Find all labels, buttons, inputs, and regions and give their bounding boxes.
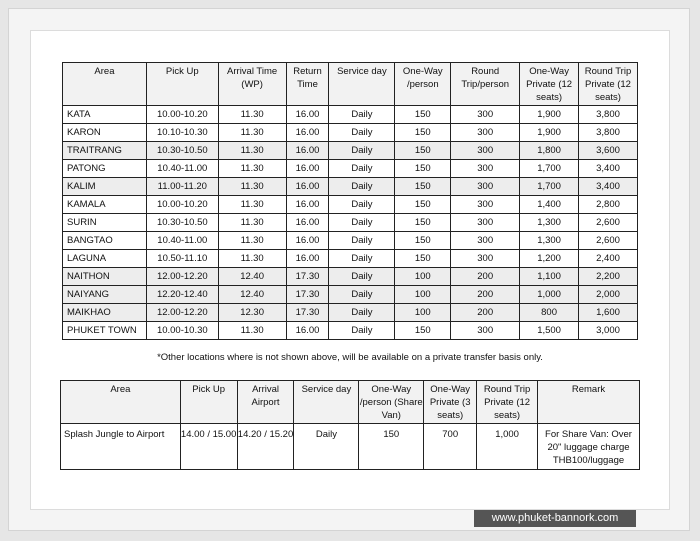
header-one-way-share-van: One-Way /person (Share Van) — [359, 381, 424, 424]
cell-round-trip-private: 2,600 — [579, 232, 638, 250]
header-pick-up: Pick Up — [146, 63, 218, 106]
cell-service-day: Daily — [329, 106, 395, 124]
cell-area: PHUKET TOWN — [63, 322, 147, 340]
cell-arrival-time: 11.30 — [218, 232, 286, 250]
cell-return-time: 16.00 — [286, 142, 329, 160]
cell-area: NAITHON — [63, 268, 147, 286]
table-row — [63, 250, 638, 268]
cell-round-trip-person: 300 — [451, 178, 520, 196]
table-row — [63, 214, 638, 232]
table-row — [63, 124, 638, 142]
cell-one-way-private: 800 — [520, 304, 579, 322]
header-service-day: Service day — [329, 63, 395, 106]
cell-service-day: Daily — [329, 286, 395, 304]
table-row — [63, 196, 638, 214]
cell-return-time: 16.00 — [286, 160, 329, 178]
cell-round-trip-person: 300 — [451, 232, 520, 250]
table-row — [63, 304, 638, 322]
header-return-time: Return Time — [286, 63, 329, 106]
cell-area: KATA — [63, 106, 147, 124]
table-row — [63, 160, 638, 178]
cell-one-way-private: 1,300 — [520, 214, 579, 232]
cell-area: PATONG — [63, 160, 147, 178]
cell-round-trip-person: 300 — [451, 160, 520, 178]
cell-service-day: Daily — [329, 214, 395, 232]
header-one-way-private: One-Way Private (3 seats) — [424, 381, 477, 424]
cell-one-way-person: 150 — [395, 106, 451, 124]
transfer-schedule-table — [62, 62, 638, 340]
cell-one-way-person: 150 — [395, 160, 451, 178]
private-transfer-note: *Other locations where is not shown above, will be available on a private transfer basis only. — [157, 352, 543, 363]
header-one-way-person: One-Way /person — [395, 63, 451, 106]
cell-arrival-time: 11.30 — [218, 124, 286, 142]
cell-one-way-private: 1,300 — [520, 232, 579, 250]
table-row — [61, 424, 640, 470]
cell-round-trip-private: 3,800 — [579, 124, 638, 142]
cell-area: MAIKHAO — [63, 304, 147, 322]
cell-arrival: 14.20 / 15.20 — [237, 424, 294, 470]
cell-service-day: Daily — [329, 268, 395, 286]
cell-round-trip-private: 3,800 — [579, 106, 638, 124]
cell-service-day: Daily — [329, 232, 395, 250]
cell-round-trip-private: 3,600 — [579, 142, 638, 160]
cell-arrival-time: 11.30 — [218, 214, 286, 232]
cell-round-trip-person: 300 — [451, 106, 520, 124]
cell-service-day: Daily — [329, 304, 395, 322]
cell-pick-up: 10.40-11.00 — [146, 232, 218, 250]
cell-round-trip-person: 300 — [451, 322, 520, 340]
cell-pick-up: 10.00-10.20 — [146, 106, 218, 124]
cell-pick-up: 10.00-10.20 — [146, 196, 218, 214]
cell-one-way-private: 1,900 — [520, 106, 579, 124]
cell-pick-up: 10.40-11.00 — [146, 160, 218, 178]
cell-round-trip-private: 3,400 — [579, 178, 638, 196]
cell-area: SURIN — [63, 214, 147, 232]
cell-one-way-private: 700 — [424, 424, 477, 470]
cell-round-trip-person: 200 — [451, 286, 520, 304]
cell-return-time: 16.00 — [286, 196, 329, 214]
cell-one-way-private: 1,000 — [520, 286, 579, 304]
cell-area: KAMALA — [63, 196, 147, 214]
cell-pick-up: 12.00-12.20 — [146, 268, 218, 286]
cell-one-way-person: 150 — [395, 178, 451, 196]
cell-arrival-time: 11.30 — [218, 250, 286, 268]
table-row — [63, 232, 638, 250]
cell-arrival-time: 11.30 — [218, 178, 286, 196]
cell-arrival-time: 11.30 — [218, 160, 286, 178]
cell-round-trip-person: 300 — [451, 214, 520, 232]
cell-one-way-person: 100 — [395, 286, 451, 304]
cell-one-way-private: 1,100 — [520, 268, 579, 286]
cell-return-time: 16.00 — [286, 250, 329, 268]
cell-service-day: Daily — [329, 322, 395, 340]
cell-one-way-person: 150 — [395, 196, 451, 214]
table-row — [63, 142, 638, 160]
cell-round-trip-private: 3,400 — [579, 160, 638, 178]
cell-pick-up: 10.10-10.30 — [146, 124, 218, 142]
cell-service-day: Daily — [329, 196, 395, 214]
cell-one-way-private: 1,700 — [520, 178, 579, 196]
cell-round-trip-private: 1,600 — [579, 304, 638, 322]
header-arrival-airport: Arrival Airport — [237, 381, 294, 424]
header-one-way-private: One-Way Private (12 seats) — [520, 63, 579, 106]
table-row — [63, 106, 638, 124]
cell-remark: For Share Van: Over 20" luggage charge THB100/luggage — [538, 424, 640, 470]
cell-service-day: Daily — [329, 160, 395, 178]
cell-round-trip-person: 300 — [451, 142, 520, 160]
table-row — [63, 268, 638, 286]
header-round-trip-person: Round Trip/person — [451, 63, 520, 106]
cell-area: BANGTAO — [63, 232, 147, 250]
cell-round-trip-private: 1,000 — [477, 424, 538, 470]
cell-arrival-time: 11.30 — [218, 322, 286, 340]
cell-arrival-time: 11.30 — [218, 106, 286, 124]
cell-one-way-person: 150 — [395, 250, 451, 268]
header-area: Area — [61, 381, 181, 424]
cell-pick-up: 12.20-12.40 — [146, 286, 218, 304]
cell-one-way-person: 150 — [395, 232, 451, 250]
cell-return-time: 16.00 — [286, 106, 329, 124]
cell-arrival-time: 11.30 — [218, 142, 286, 160]
cell-one-way-person: 100 — [395, 304, 451, 322]
cell-return-time: 16.00 — [286, 178, 329, 196]
cell-one-way-private: 1,200 — [520, 250, 579, 268]
cell-one-way-person: 150 — [395, 214, 451, 232]
cell-one-way-person: 150 — [395, 124, 451, 142]
cell-round-trip-private: 2,000 — [579, 286, 638, 304]
cell-arrival-time: 12.30 — [218, 304, 286, 322]
cell-pick-up: 14.00 / 15.00 — [180, 424, 237, 470]
cell-service-day: Daily — [329, 178, 395, 196]
cell-pick-up: 10.30-10.50 — [146, 142, 218, 160]
cell-round-trip-private: 2,800 — [579, 196, 638, 214]
cell-one-way-person: 150 — [395, 142, 451, 160]
cell-round-trip-private: 2,600 — [579, 214, 638, 232]
cell-return-time: 16.00 — [286, 124, 329, 142]
cell-area: NAIYANG — [63, 286, 147, 304]
cell-one-way-private: 1,900 — [520, 124, 579, 142]
cell-arrival-time: 12.40 — [218, 286, 286, 304]
cell-arrival-time: 11.30 — [218, 196, 286, 214]
table-row — [63, 178, 638, 196]
cell-area: Splash Jungle to Airport — [61, 424, 181, 470]
cell-return-time: 16.00 — [286, 214, 329, 232]
website-watermark: www.phuket-bannork.com — [474, 510, 636, 527]
cell-round-trip-private: 2,200 — [579, 268, 638, 286]
header-area: Area — [63, 63, 147, 106]
cell-pick-up: 10.30-10.50 — [146, 214, 218, 232]
cell-one-way-private: 1,400 — [520, 196, 579, 214]
cell-pick-up: 11.00-11.20 — [146, 178, 218, 196]
cell-arrival-time: 12.40 — [218, 268, 286, 286]
cell-one-way-private: 1,800 — [520, 142, 579, 160]
header-pick-up: Pick Up — [180, 381, 237, 424]
cell-round-trip-person: 200 — [451, 268, 520, 286]
cell-return-time: 17.30 — [286, 304, 329, 322]
cell-pick-up: 10.00-10.30 — [146, 322, 218, 340]
cell-one-way-share: 150 — [359, 424, 424, 470]
cell-area: TRAITRANG — [63, 142, 147, 160]
cell-round-trip-person: 300 — [451, 196, 520, 214]
cell-round-trip-private: 3,000 — [579, 322, 638, 340]
cell-round-trip-person: 300 — [451, 124, 520, 142]
header-round-trip-private: Round Trip Private (12 seats) — [477, 381, 538, 424]
cell-service-day: Daily — [329, 142, 395, 160]
cell-return-time: 16.00 — [286, 322, 329, 340]
cell-return-time: 17.30 — [286, 286, 329, 304]
cell-one-way-person: 100 — [395, 268, 451, 286]
header-round-trip-private: Round Trip Private (12 seats) — [579, 63, 638, 106]
cell-service-day: Daily — [329, 124, 395, 142]
cell-service-day: Daily — [329, 250, 395, 268]
cell-one-way-person: 150 — [395, 322, 451, 340]
header-arrival-time: Arrival Time (WP) — [218, 63, 286, 106]
header-remark: Remark — [538, 381, 640, 424]
cell-round-trip-person: 300 — [451, 250, 520, 268]
splash-jungle-transfer-table — [60, 380, 640, 470]
cell-pick-up: 10.50-11.10 — [146, 250, 218, 268]
cell-one-way-private: 1,500 — [520, 322, 579, 340]
cell-area: KALIM — [63, 178, 147, 196]
cell-return-time: 16.00 — [286, 232, 329, 250]
cell-round-trip-person: 200 — [451, 304, 520, 322]
cell-pick-up: 12.00-12.20 — [146, 304, 218, 322]
cell-service-day: Daily — [294, 424, 359, 470]
cell-area: KARON — [63, 124, 147, 142]
table-row — [63, 322, 638, 340]
cell-one-way-private: 1,700 — [520, 160, 579, 178]
table-header-row — [61, 381, 640, 424]
header-service-day: Service day — [294, 381, 359, 424]
cell-return-time: 17.30 — [286, 268, 329, 286]
cell-area: LAGUNA — [63, 250, 147, 268]
table-header-row — [63, 63, 638, 106]
cell-round-trip-private: 2,400 — [579, 250, 638, 268]
table-row — [63, 286, 638, 304]
